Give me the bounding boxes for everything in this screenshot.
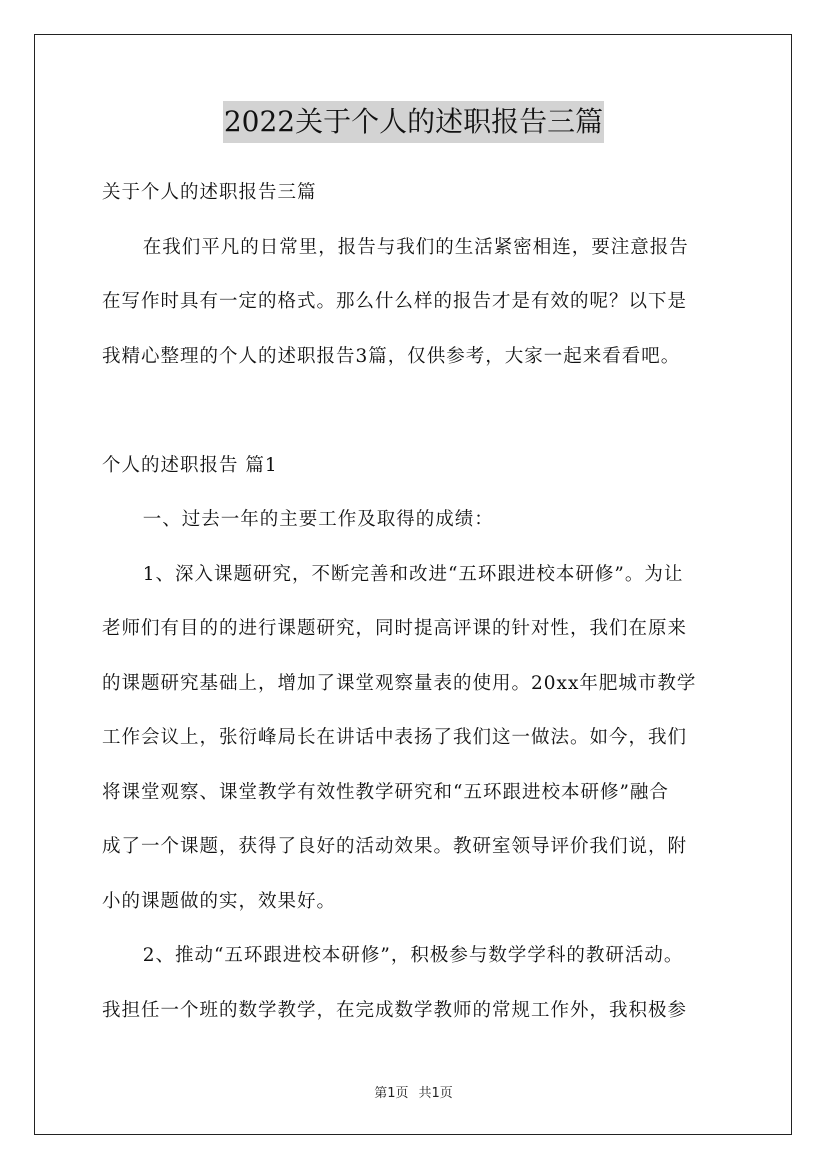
- item2-line-1: 2、推动“五环跟进校本研修”，积极参与数学学科的教研活动。: [142, 945, 684, 966]
- page-footer: [0, 1082, 827, 1101]
- item1-line-2: 老师们有目的的进行课题研究，同时提高评课的针对性，我们在原来: [102, 618, 688, 639]
- title-container: [0, 101, 827, 143]
- intro-line-2: 在写作时具有一定的格式。那么什么样的报告才是有效的呢？以下是: [102, 291, 688, 312]
- document-title: 2022关于个人的述职报告三篇: [223, 101, 604, 143]
- item2-line-2: 我担任一个班的数学教学，在完成数学教师的常规工作外，我积极参: [102, 999, 688, 1021]
- section-heading: 个人的述职报告 篇1: [102, 454, 278, 476]
- document-body: [102, 166, 726, 1038]
- intro-line-3: 我精心整理的个人的述职报告3篇，仅供参考，大家一起来看看吧。: [102, 345, 681, 367]
- item1-line-6: 成了一个课题，获得了良好的活动效果。教研室领导评价我们说，附: [102, 836, 688, 857]
- page-number: 第1页: [374, 1086, 409, 1101]
- item1-line-4: 工作会议上，张衍峰局长在讲话中表扬了我们这一做法。如今，我们: [102, 727, 688, 748]
- item1-line-5: 将课堂观察、课堂教学有效性教学研究和“五环跟进校本研修”融合: [102, 781, 669, 803]
- document-subtitle: 关于个人的述职报告三篇: [102, 182, 317, 203]
- item1-line-3: 的课题研究基础上，增加了课堂观察量表的使用。20xx年肥城市教学: [102, 672, 697, 694]
- page-total: 共1页: [418, 1086, 453, 1101]
- item1-line-7: 小的课题做的实，效果好。: [102, 890, 337, 912]
- intro-line-1: 在我们平凡的日常里，报告与我们的生活紧密相连，要注意报告: [142, 236, 689, 258]
- item1-line-1: 1、深入课题研究，不断完善和改进“五环跟进校本研修”。为让: [142, 563, 684, 585]
- point-heading: 一、过去一年的主要工作及取得的成绩：: [142, 509, 494, 530]
